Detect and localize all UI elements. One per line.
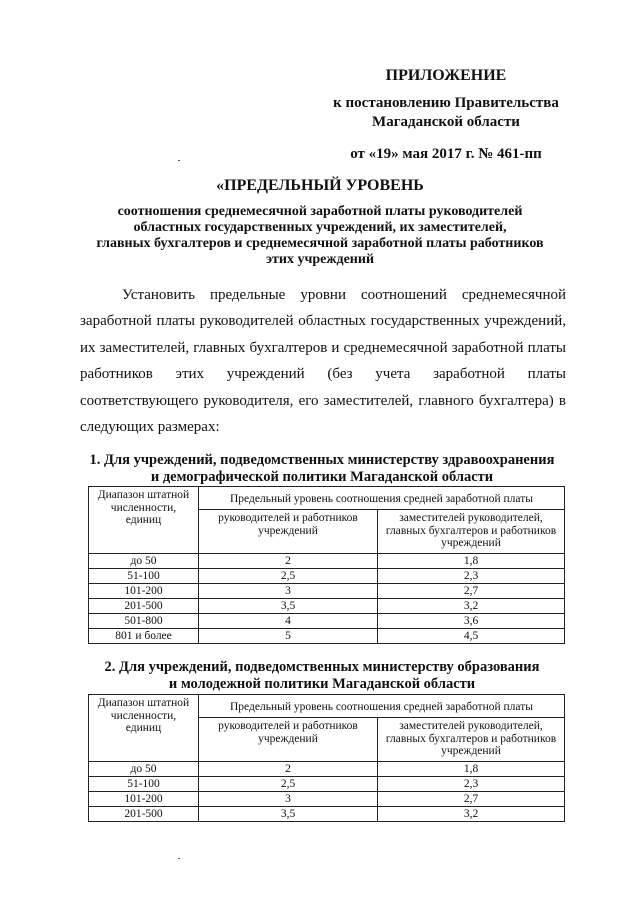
cell-heads: 2,5 [199,777,378,792]
cell-range: 51-100 [89,777,199,792]
cell-deputies: 3,2 [378,807,565,822]
appendix-line-1: к постановлению Правительства [333,95,559,111]
cell-heads: 3 [199,792,378,807]
header-range: Диапазон штатной численности, единиц [89,695,199,762]
header-deputies: заместителей руководителей, главных бухгалтеров и работников учреждений [378,510,565,554]
section-1-title-line-2: и демографической политики Магаданской области [150,469,494,485]
scan-speck [178,160,180,161]
table-row [89,614,565,629]
table-row [89,584,565,599]
section-2-title [72,659,572,693]
table-row [89,807,565,822]
table-row [89,777,565,792]
appendix-date: от «19» мая 2017 г. № 461-пп [350,146,542,162]
heading-sub-4: этих учреждений [265,252,375,267]
heading-sub-2: областных государственных учреждений, их заместителей, [133,220,507,235]
appendix-line-2: Магаданской области [372,114,520,130]
header-group: Предельный уровень соотношения средней заработной платы [199,695,565,718]
cell-range: 201-500 [89,599,199,614]
appendix-block [330,66,562,164]
intro-paragraph [80,282,566,440]
header-heads: руководителей и работников учреждений [199,510,378,554]
cell-range: 51-100 [89,569,199,584]
cell-deputies: 2,7 [378,584,565,599]
cell-heads: 3,5 [199,599,378,614]
table-row [89,792,565,807]
section-1-table [88,486,565,644]
cell-heads: 3,5 [199,807,378,822]
cell-heads: 2,5 [199,569,378,584]
cell-range: до 50 [89,762,199,777]
table-row [89,569,565,584]
cell-deputies: 1,8 [378,762,565,777]
scan-speck [178,858,180,859]
header-group: Предельный уровень соотношения средней заработной платы [199,487,565,510]
cell-heads: 5 [199,629,378,644]
cell-range: 101-200 [89,584,199,599]
cell-heads: 2 [199,554,378,569]
cell-deputies: 2,3 [378,777,565,792]
document-heading [60,176,580,268]
cell-range: 201-500 [89,807,199,822]
intro-text: Установить предельные уровни соотношений среднемесячной заработной платы руководителей областных государственных учреждений, их заместителей, главных бухгалтеров и среднемесячной заработной платы работников этих учреждений (без учета заработной платы соответствующего руководителя, его заместителей, главного бухгалтера) в следующих размерах: [80,287,566,436]
cell-deputies: 3,6 [378,614,565,629]
table-row [89,554,565,569]
appendix-title: ПРИЛОЖЕНИЕ [385,67,507,84]
cell-deputies: 4,5 [378,629,565,644]
table-row [89,629,565,644]
cell-range: 801 и более [89,629,199,644]
heading-main: «ПРЕДЕЛЬНЫЙ УРОВЕНЬ [216,177,424,194]
cell-deputies: 2,7 [378,792,565,807]
table-row [89,762,565,777]
section-1-title [72,452,572,486]
table-row [89,599,565,614]
cell-heads: 4 [199,614,378,629]
cell-deputies: 1,8 [378,554,565,569]
section-2-title-line-2: и молодежной политики Магаданской области [168,676,476,692]
heading-sub-3: главных бухгалтеров и среднемесячной заработной платы работников [96,236,544,251]
cell-heads: 3 [199,584,378,599]
cell-range: до 50 [89,554,199,569]
section-2-table [88,694,565,822]
cell-range: 501-800 [89,614,199,629]
section-1-title-line-1: 1. Для учреждений, подведомственных министерству здравоохранения [89,452,555,468]
header-range: Диапазон штатной численности, единиц [89,487,199,554]
heading-sub-1: соотношения среднемесячной заработной платы руководителей [117,204,523,219]
header-heads: руководителей и работников учреждений [199,718,378,762]
header-deputies: заместителей руководителей, главных бухгалтеров и работников учреждений [378,718,565,762]
cell-deputies: 3,2 [378,599,565,614]
section-2-title-line-1: 2. Для учреждений, подведомственных министерству образования [104,659,540,675]
cell-range: 101-200 [89,792,199,807]
cell-heads: 2 [199,762,378,777]
cell-deputies: 2,3 [378,569,565,584]
